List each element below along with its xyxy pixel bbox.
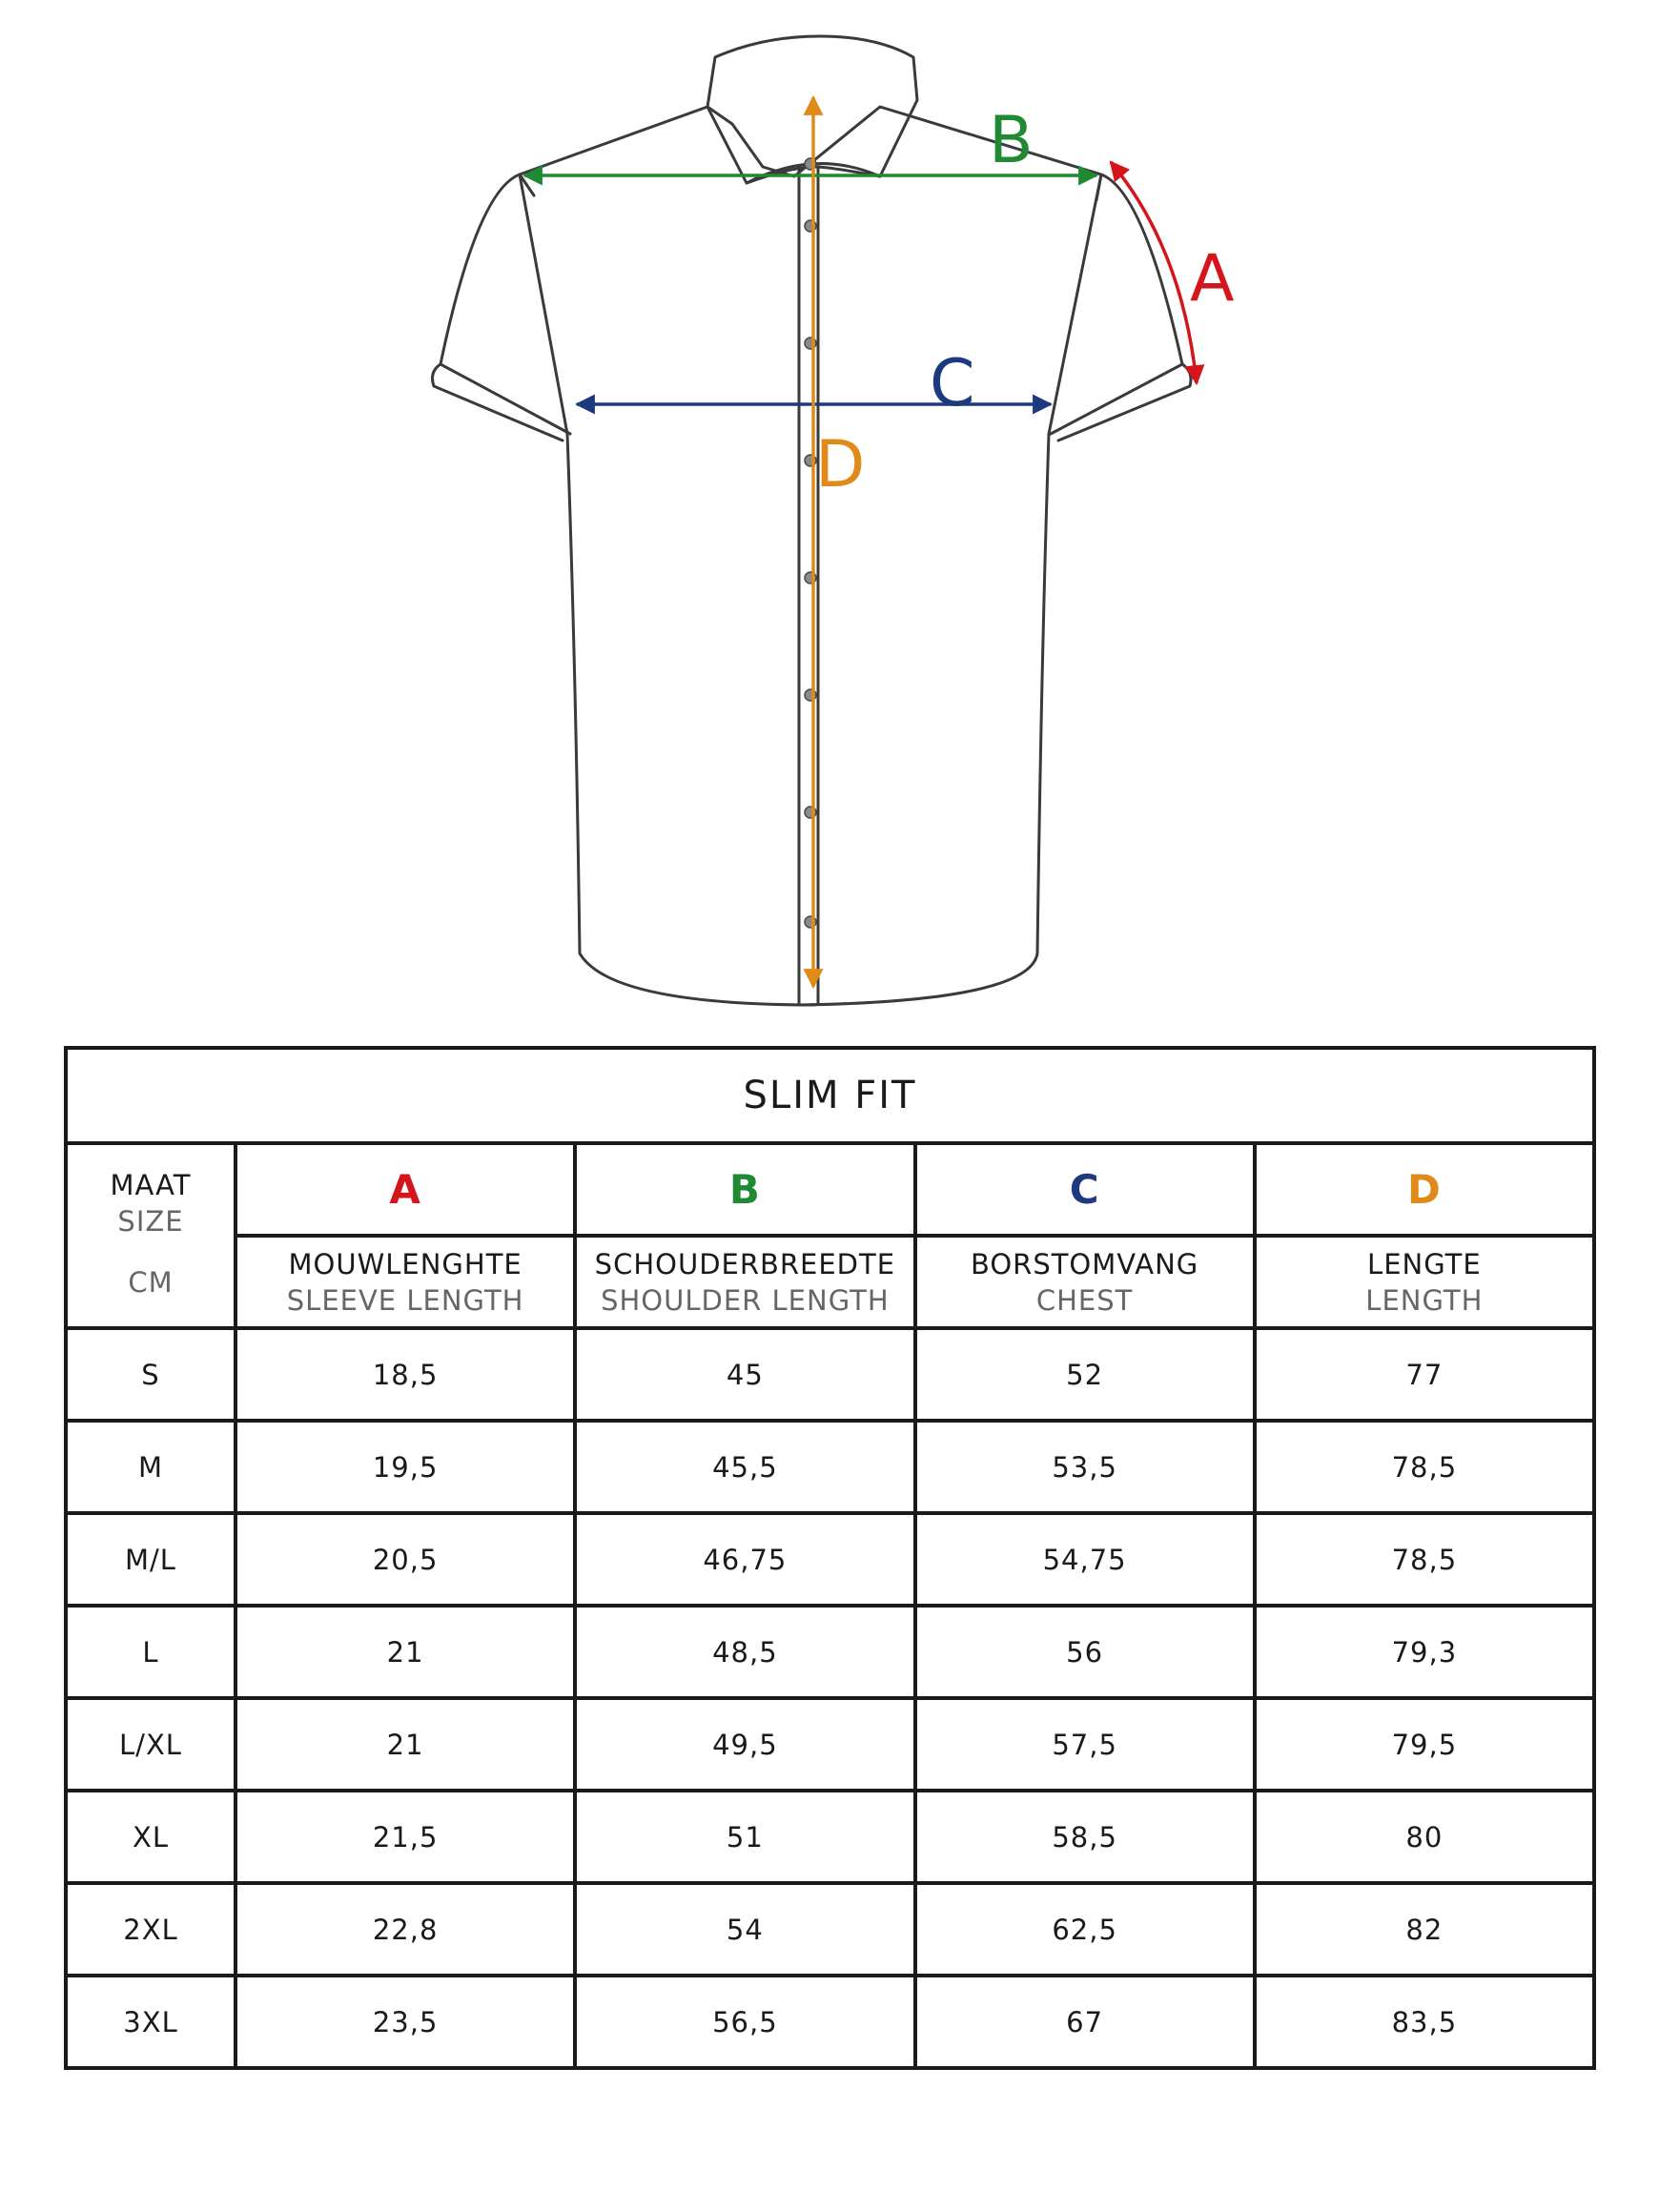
shirt-body — [520, 107, 1101, 1005]
column-name-english: LENGTH — [1365, 1283, 1484, 1317]
table-row — [66, 1976, 1594, 2068]
size-cell: S — [66, 1328, 236, 1421]
value-cell: 83,5 — [1255, 1976, 1594, 2068]
column-letter-a: A — [236, 1143, 575, 1236]
unit-label: CM — [128, 1266, 174, 1299]
size-chart-table — [64, 1046, 1596, 2070]
value-cell: 21 — [236, 1606, 575, 1698]
size-cell: M/L — [66, 1513, 236, 1606]
column-letter-c: C — [915, 1143, 1255, 1236]
size-header-english: SIZE — [117, 1205, 184, 1238]
column-name-dutch: BORSTOMVANG — [970, 1247, 1199, 1280]
size-cell: M — [66, 1421, 236, 1513]
table-row — [66, 1606, 1594, 1698]
size-header-cell — [66, 1143, 236, 1328]
value-cell: 56,5 — [575, 1976, 914, 2068]
left-cuff — [433, 364, 563, 440]
measure-label-b: B — [989, 103, 1034, 178]
column-letter-d: D — [1255, 1143, 1594, 1236]
value-cell: 62,5 — [915, 1883, 1255, 1976]
value-cell: 80 — [1255, 1791, 1594, 1883]
column-name-dutch: MOUWLENGHTE — [288, 1247, 522, 1280]
column-header-c — [915, 1236, 1255, 1328]
value-cell: 78,5 — [1255, 1513, 1594, 1606]
value-cell: 54 — [575, 1883, 914, 1976]
value-cell: 22,8 — [236, 1883, 575, 1976]
value-cell: 19,5 — [236, 1421, 575, 1513]
value-cell: 53,5 — [915, 1421, 1255, 1513]
table-row — [66, 1883, 1594, 1976]
right-cuff — [1058, 364, 1191, 440]
column-name-english: SLEEVE LENGTH — [286, 1283, 524, 1317]
value-cell: 49,5 — [575, 1698, 914, 1791]
value-cell: 45,5 — [575, 1421, 914, 1513]
table-row — [66, 1513, 1594, 1606]
measure-label-a: A — [1190, 241, 1235, 317]
value-cell: 54,75 — [915, 1513, 1255, 1606]
shirt-diagram — [0, 0, 1659, 1030]
size-cell: 2XL — [66, 1883, 236, 1976]
value-cell: 56 — [915, 1606, 1255, 1698]
value-cell: 52 — [915, 1328, 1255, 1421]
size-header-dutch: MAAT — [110, 1169, 192, 1201]
table-row — [66, 1328, 1594, 1421]
value-cell: 21,5 — [236, 1791, 575, 1883]
value-cell: 79,3 — [1255, 1606, 1594, 1698]
value-cell: 57,5 — [915, 1698, 1255, 1791]
column-header-b — [575, 1236, 914, 1328]
size-cell: 3XL — [66, 1976, 236, 2068]
measure-label-c: C — [930, 346, 975, 421]
value-cell: 51 — [575, 1791, 914, 1883]
yoke-seam — [520, 174, 1101, 200]
table-row — [66, 1791, 1594, 1883]
value-cell: 21 — [236, 1698, 575, 1791]
value-cell: 77 — [1255, 1328, 1594, 1421]
measure-label-d: D — [815, 427, 866, 502]
column-name-english: SHOULDER LENGTH — [601, 1283, 890, 1317]
value-cell: 48,5 — [575, 1606, 914, 1698]
value-cell: 79,5 — [1255, 1698, 1594, 1791]
column-name-dutch: LENGTE — [1367, 1247, 1482, 1280]
value-cell: 23,5 — [236, 1976, 575, 2068]
value-cell: 67 — [915, 1976, 1255, 2068]
column-letter-b: B — [575, 1143, 914, 1236]
placket — [799, 167, 818, 1003]
left-sleeve — [440, 174, 570, 434]
value-cell: 20,5 — [236, 1513, 575, 1606]
size-cell: L — [66, 1606, 236, 1698]
table-row — [66, 1698, 1594, 1791]
table-title: SLIM FIT — [66, 1048, 1594, 1143]
size-cell: L/XL — [66, 1698, 236, 1791]
column-header-d — [1255, 1236, 1594, 1328]
value-cell: 46,75 — [575, 1513, 914, 1606]
value-cell: 18,5 — [236, 1328, 575, 1421]
value-cell: 78,5 — [1255, 1421, 1594, 1513]
column-header-a — [236, 1236, 575, 1328]
size-cell: XL — [66, 1791, 236, 1883]
table-row — [66, 1421, 1594, 1513]
value-cell: 82 — [1255, 1883, 1594, 1976]
value-cell: 45 — [575, 1328, 914, 1421]
right-sleeve — [1051, 174, 1182, 434]
value-cell: 58,5 — [915, 1791, 1255, 1883]
column-name-dutch: SCHOUDERBREEDTE — [594, 1247, 896, 1280]
column-name-english: CHEST — [1035, 1283, 1134, 1317]
